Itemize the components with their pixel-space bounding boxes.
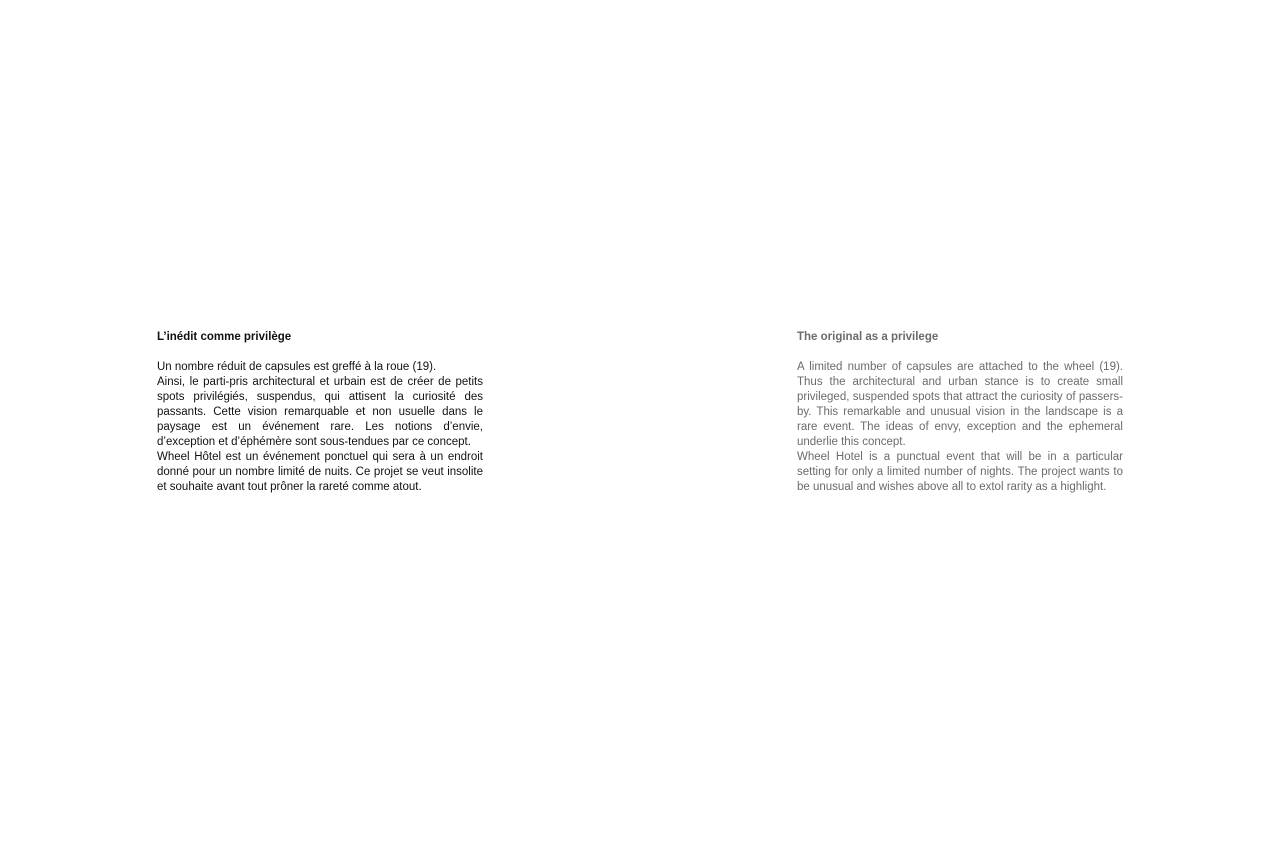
- french-paragraph-2: Ainsi, le parti-pris architectural et urbain est de créer de petits spots privilégiés, suspendus, qui attisent la curiosité des passants. Cette vision remarquable et non usuelle dans le paysage est un événement rare. Les notions d’envie, d’exception et d’éphémère sont sous-tendues par ce concept.: [157, 376, 483, 448]
- english-text-column: [797, 330, 1123, 495]
- french-heading: L’inédit comme privilège: [157, 331, 292, 343]
- english-heading: The original as a privilege: [797, 331, 939, 343]
- french-paragraph-3: Wheel Hôtel est un événement ponctuel qui sera à un endroit donné pour un nombre limité de nuits. Ce projet se veut insolite et souhaite avant tout prôner la rareté comme atout.: [157, 451, 483, 493]
- english-paragraph-1: A limited number of capsules are attached to the wheel (19). Thus the architectural and urban stance is to create small privileged, suspended spots that attract the curiosity of passers-by. This remarkable and unusual vision in the landscape is a rare event. The ideas of envy, exception and the ephemeral underlie this concept.: [797, 361, 1123, 448]
- english-paragraph-2: Wheel Hotel is a punctual event that will be in a particular setting for only a limited number of nights. The project wants to be unusual and wishes above all to extol rarity as a highlight.: [797, 451, 1123, 493]
- french-text-column: [157, 330, 483, 495]
- french-paragraph-1: Un nombre réduit de capsules est greffé à la roue (19).: [157, 361, 437, 373]
